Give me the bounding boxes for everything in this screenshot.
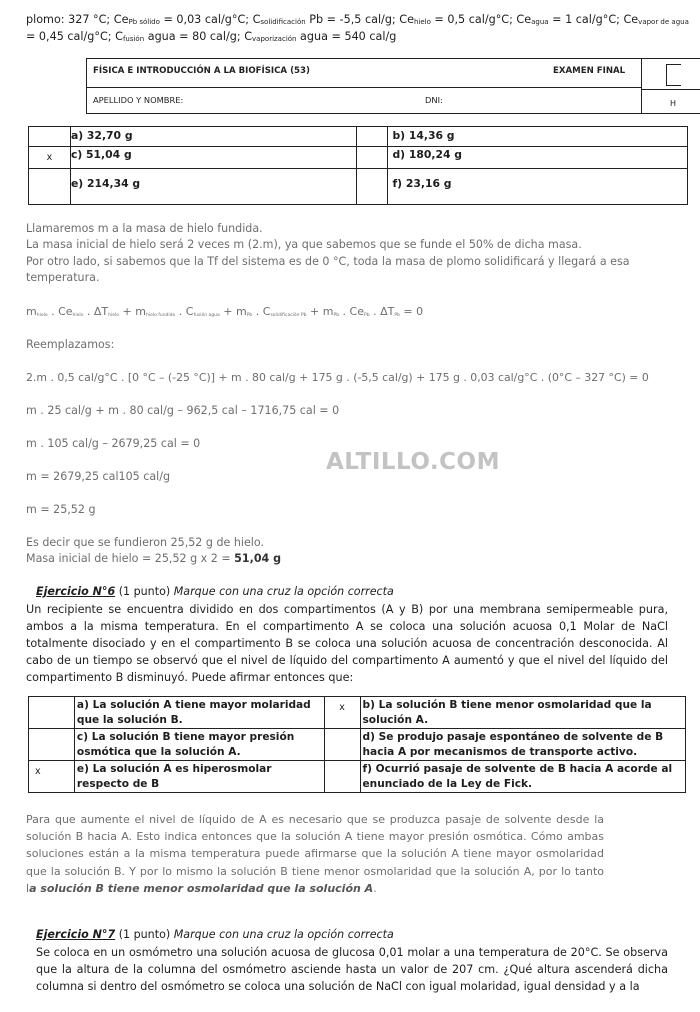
ex6-mark-b[interactable]: x [324, 697, 360, 729]
conclusion [26, 535, 281, 568]
exam-header [86, 58, 700, 114]
ex6-statement: Un recipiente se encuentra dividido en dos compartimentos (A y B) por una membrana semipermeable pura, ambos a la misma temperatura. En el compartimento A se coloca una solución acuosa 0,1 Molar de NaCl totalmente disociado y en el compartimento B se coloca una solución acuosa de concentración desconocida. Al cabo de un tiempo se observó que el nivel de líquido del compartimento A aumentó y que el nivel del líquido del compartimento B disminuyó. Puede afirmar entonces que: [26, 603, 668, 684]
equation-3: m . 105 cal/g – 2679,25 cal = 0 [26, 437, 201, 450]
ex7-instruction: Marque con una cruz la opción correcta [173, 928, 394, 941]
q5-option-e[interactable]: e) 214,34 g [70, 169, 356, 205]
header-right-char: H [670, 99, 677, 108]
ex7-heading: Ejercicio N°7 (1 punto) Marque con una cruz la opción correcta [36, 928, 394, 941]
header-right-cell [641, 59, 700, 113]
data-line-2: = 0,45 cal/g°C; Cfusión agua = 80 cal/g; Cvaporización agua = 540 cal/g [26, 30, 397, 43]
ex6-solution: Para que aumente el nivel de líquido de A es necesario que se produzca pasaje de solvente desde la solución B hacia A. Esto indica entonces que la solución A tiene mayor presión osmótica. Cómo ambas soluciones están a la misma temperatura puede afirmarse que la solución A tiene mayor osmolaridad que la solución B. Y por lo mismo la solución B tiene menor osmolaridad que la solución A, por lo tanto la solución B tiene menor osmolaridad que la solución A. [26, 813, 604, 895]
q5-option-b[interactable]: b) 14,36 g [388, 127, 688, 147]
equation-4: m = 2679,25 cal105 cal/g [26, 470, 170, 483]
ex6-title: Ejercicio N°6 [36, 585, 116, 598]
q5-mark-a[interactable] [29, 127, 71, 147]
ex6-option-d[interactable]: d) Se produjo pasaje espontáneo de solvente de B hacia A por mecanismos de transporte activo. [360, 729, 686, 761]
solution-line-1: Llamaremos m a la masa de hielo fundida. [26, 222, 263, 235]
ex6-mark-d[interactable] [324, 729, 360, 761]
q5-options-table [28, 126, 688, 205]
ex6-option-f[interactable]: f) Ocurrió pasaje de solvente de B hacia A acorde al enunciado de la Ley de Fick. [360, 761, 686, 793]
q5-mark-e[interactable] [29, 169, 71, 205]
ex6-mark-e[interactable]: x [29, 761, 75, 793]
equation-1: 2.m . 0,5 cal/g°C . [0 °C – (-25 °C)] + m . 80 cal/g + 175 g . (-5,5 cal/g) + 175 g . 0,03 cal/g°C . (0°C – 327 °C) = 0 [26, 371, 649, 384]
q5-option-a[interactable]: a) 32,70 g [70, 127, 356, 147]
general-equation: $m_{hielo}$ . $Ce_{hielo}$ . $\Delta T_{hielo} + m_{hielo fundido}$ . $C_{fusión agua} + m_{Pb}$ . $C_{solidificación Pb} + m_{Pb}$ . $Ce_{Pb}$ . $\Delta T_{Pb} = 0$ [26, 305, 424, 318]
q5-option-d[interactable]: d) 180,24 g [388, 147, 688, 169]
altillo-watermark: ALTILLO.COM [326, 449, 500, 475]
conclusion-line-2: Masa inicial de hielo = 25,52 g x 2 = 51,04 g [26, 552, 282, 566]
ex6-options-table [28, 696, 686, 793]
name-label: APELLIDO Y NOMBRE: [93, 95, 184, 105]
q5-mark-f[interactable] [356, 169, 388, 205]
q5-option-c[interactable]: c) 51,04 g [70, 147, 356, 169]
q5-mark-c[interactable]: x [29, 147, 71, 169]
ex6-option-e[interactable]: e) La solución A es hiperosmolar respecto de B [74, 761, 324, 793]
equation-5: m = 25,52 g [26, 503, 96, 516]
course-title: FÍSICA E INTRODUCCIÓN A LA BIOFÍSICA (53) [93, 66, 310, 76]
ex7-statement: Se coloca en un osmómetro una solución acuosa de glucosa 0,01 molar a una temperatura de 20°C. Se observa que la altura de la columna del osmómetro asciende hasta un valor de 207 cm. ¿Qué altura ascenderá dicha columna si dentro del osmómetro se coloca una solución de NaCl con igual molaridad, igual densidad y a la [36, 946, 668, 993]
q5-mark-d[interactable] [356, 147, 388, 169]
ex7-title: Ejercicio N°7 [36, 928, 116, 941]
ex6-heading: Ejercicio N°6 (1 punto) Marque con una cruz la opción correcta [36, 585, 394, 598]
ex6-option-c[interactable]: c) La solución B tiene mayor presión osmótica que la solución A. [74, 729, 324, 761]
ex6-option-b[interactable]: b) La solución B tiene menor osmolaridad que la solución A. [360, 697, 686, 729]
solution-line-2: La masa inicial de hielo será 2 veces m (2.m), ya que sabemos que se funde el 50% de dicha masa. [26, 238, 582, 252]
ex6-mark-c[interactable] [29, 729, 75, 761]
ex6-instruction: Marque con una cruz la opción correcta [173, 585, 394, 598]
ex6-mark-a[interactable] [29, 697, 75, 729]
solution-line-3: Por otro lado, si sabemos que la Tf del sistema es de 0 °C, toda la masa de plomo solidificará y llegará a esa temperatura. [26, 254, 630, 285]
data-line-1: plomo: 327 °C; CePb sólido = 0,03 cal/g°C; Csolidificación Pb = -5,5 cal/g; Cehielo = 0,5 cal/g°C; Ceagua = 1 cal/g°C; Cevapor de agua [26, 13, 689, 26]
grade-box [666, 64, 681, 86]
conclusion-line-1: Es decir que se fundieron 25,52 g de hielo. [26, 536, 264, 549]
q5-mark-b[interactable] [356, 127, 388, 147]
q5-option-f[interactable]: f) 23,16 g [388, 169, 688, 205]
q5-solution-intro [26, 221, 636, 287]
ex6-option-a[interactable]: a) La solución A tiene mayor molaridad que la solución B. [74, 697, 324, 729]
equation-2: m . 25 cal/g + m . 80 cal/g – 962,5 cal – 1716,75 cal = 0 [26, 404, 340, 417]
ex6-mark-f[interactable] [324, 761, 360, 793]
exam-type: EXAMEN FINAL [553, 66, 626, 76]
dni-label: DNI: [425, 95, 443, 105]
reemplazamos: Reemplazamos: [26, 338, 115, 351]
